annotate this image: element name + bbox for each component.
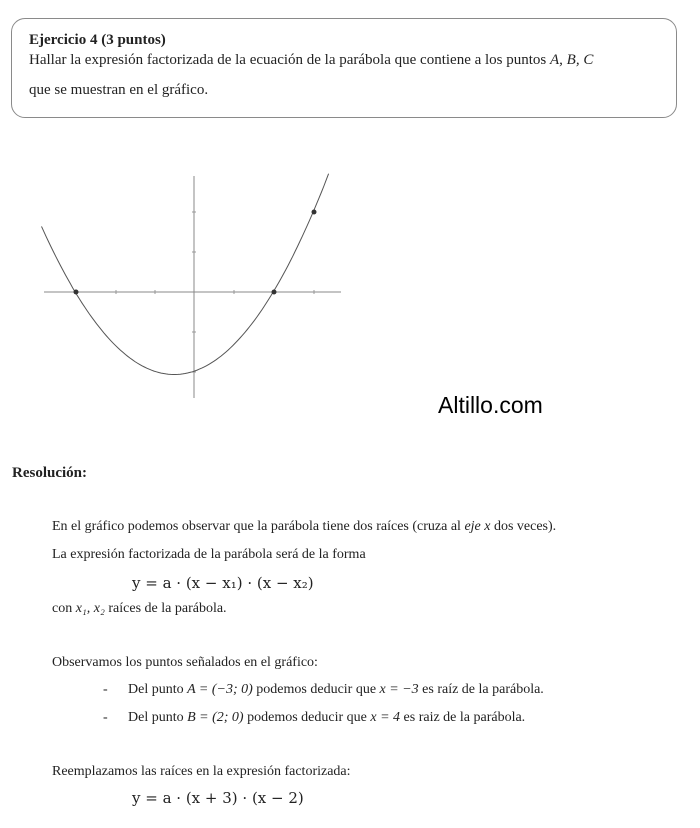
- bullet-1-text: Del punto: [128, 682, 184, 697]
- parabola-curve: [42, 174, 329, 375]
- exercise-statement: [29, 52, 593, 69]
- formula-general: y = a · (x − x₁) · (x − x₂): [132, 574, 314, 592]
- resolution-p3: [52, 601, 227, 617]
- exercise-statement-text: Hallar la expresión factorizada de la ecuación de la parábola que contiene a los puntos: [29, 52, 547, 68]
- bullet-1-end: es raíz de la parábola.: [422, 682, 544, 697]
- bullet-1-math: A = (−3; 0): [187, 682, 253, 697]
- bullet-2-end: es raiz de la parábola.: [403, 710, 526, 725]
- p1-text: En el gráfico podemos observar que la parábola tiene dos raíces (cruza al: [52, 519, 461, 534]
- points-label: A, B, C: [550, 52, 594, 68]
- p3-math: x₁, x₂: [75, 601, 105, 616]
- resolution-p2: La expresión factorizada de la parábola será de la forma: [52, 547, 366, 562]
- watermark: Altillo.com: [438, 392, 543, 418]
- exercise-box: [11, 18, 677, 118]
- point-b: [272, 290, 277, 295]
- point-a: [74, 290, 79, 295]
- exercise-statement-cont: que se muestran en el gráfico.: [29, 82, 209, 98]
- bullet-2-mid: podemos deducir que: [247, 710, 367, 725]
- resolution-p1: [52, 519, 556, 535]
- point-c: [312, 210, 317, 215]
- bullet-1: [128, 682, 544, 698]
- resolution-p5: Reemplazamos las raíces en la expresión factorizada:: [52, 764, 351, 779]
- bullet-2-symbol: -: [103, 710, 108, 725]
- bullet-1-math2: x = −3: [379, 682, 419, 697]
- bullet-2-text: Del punto: [128, 710, 184, 725]
- bullet-1-mid: podemos deducir que: [256, 682, 377, 697]
- bullet-2-math2: x = 4: [370, 710, 401, 725]
- bullet-2: [128, 710, 525, 726]
- formula-specific: y = a · (x + 3) · (x − 2): [132, 789, 304, 807]
- bullet-2-math: B = (2; 0): [187, 710, 244, 725]
- exercise-title: Ejercicio 4 (3 puntos): [29, 32, 166, 48]
- resolution-p4: Observamos los puntos señalados en el gráfico:: [52, 655, 318, 670]
- parabola-graph: [36, 170, 346, 402]
- resolution-heading: Resolución:: [12, 465, 87, 481]
- p1-math: eje x: [464, 519, 491, 534]
- bullet-1-symbol: -: [103, 682, 108, 697]
- p3-end: raíces de la parábola.: [108, 601, 227, 616]
- p3-text: con: [52, 601, 73, 616]
- p1-end: dos veces).: [493, 519, 557, 534]
